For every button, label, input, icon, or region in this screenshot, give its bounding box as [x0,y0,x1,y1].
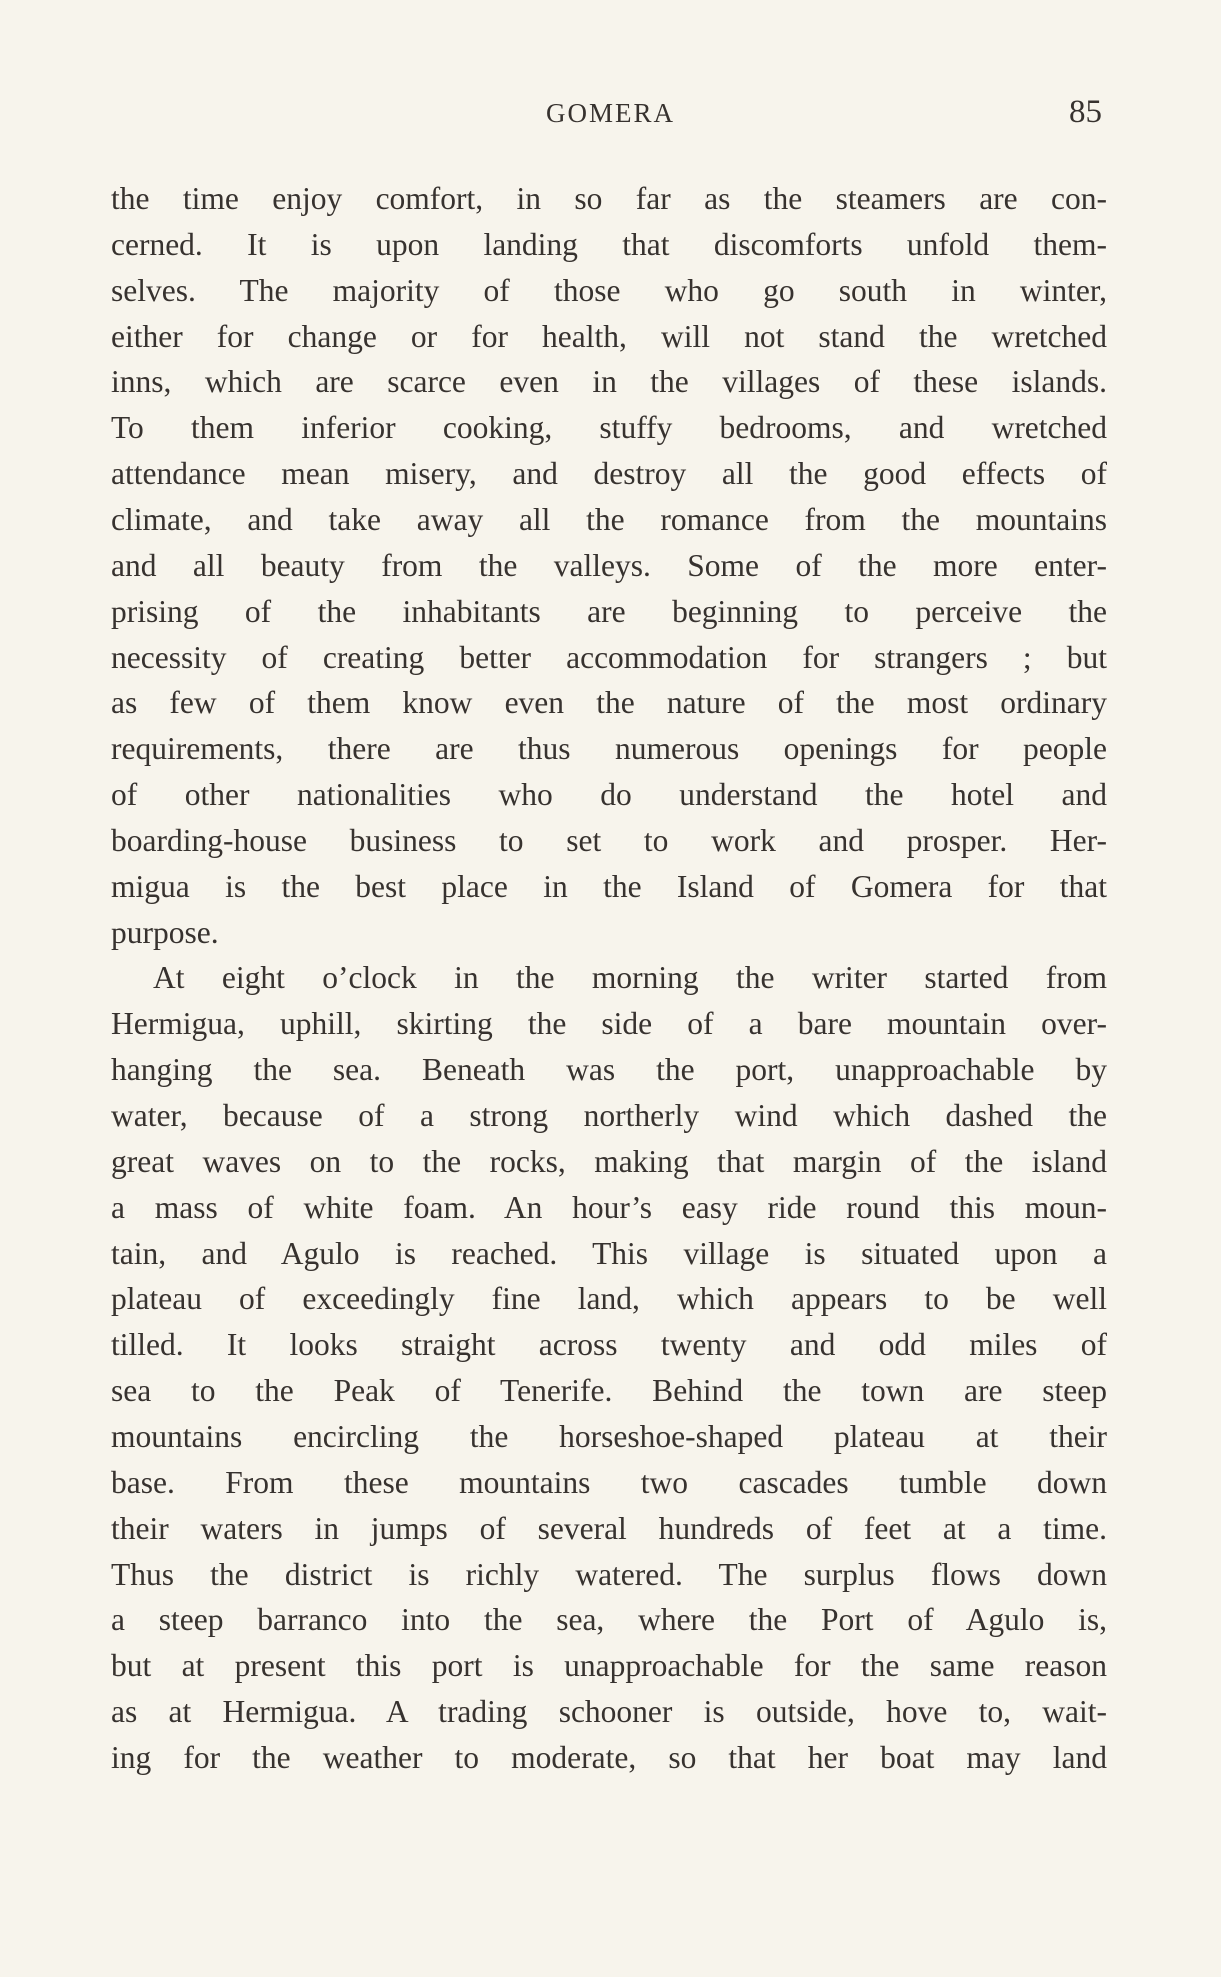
text-line: tilled. It looks straight across twenty and odd miles of [111,1327,1107,1363]
text-line: hanging the sea. Beneath was the port, unapproachable by [111,1052,1107,1088]
text-line: tain, and Agulo is reached. This village is situated upon a [111,1235,1107,1271]
page-number: 85 [1069,94,1102,130]
text-line: great waves on to the rocks, making that margin of the island [111,1143,1107,1179]
text-line: climate, and take away all the romance from the mountains [111,501,1107,537]
text-line: boarding-house business to set to work and prosper. Her- [111,822,1107,858]
text-line: plateau of exceedingly fine land, which appears to be well [111,1281,1107,1317]
text-line: their waters in jumps of several hundreds of feet at a time. [111,1510,1107,1546]
text-line: requirements, there are thus numerous openings for people [111,731,1107,767]
text-line: as few of them know even the nature of the most ordinary [111,685,1107,721]
text-line: base. From these mountains two cascades tumble down [111,1464,1107,1500]
text-line: a mass of white foam. An hour’s easy ride round this moun- [111,1189,1107,1225]
text-line: and all beauty from the valleys. Some of the more enter- [111,547,1107,583]
text-line: of other nationalities who do understand the hotel and [111,777,1107,813]
text-line: but at present this port is unapproachable for the same reason [111,1648,1107,1684]
text-line: selves. The majority of those who go south in winter, [111,272,1107,308]
text-line: sea to the Peak of Tenerife. Behind the town are steep [111,1373,1107,1409]
running-title: GOMERA [545,98,675,128]
text-line: inns, which are scarce even in the villages of these islands. [111,364,1107,400]
text-line: as at Hermigua. A trading schooner is outside, hove to, wait- [111,1694,1107,1730]
text-line: water, because of a strong northerly wind which dashed the [111,1098,1107,1133]
text-line: the time enjoy comfort, in so far as the steamers are con- [111,181,1107,216]
text-line: To them inferior cooking, stuffy bedrooms, and wretched [111,410,1107,446]
text-line: Hermigua, uphill, skirting the side of a bare mountain over- [111,1006,1107,1042]
text-line: Thus the district is richly watered. The surplus flows down [111,1556,1107,1592]
text-line: a steep barranco into the sea, where the Port of Agulo is, [111,1602,1107,1638]
text-line: mountains encircling the horseshoe-shaped plateau at their [111,1418,1107,1454]
text-line: attendance mean misery, and destroy all the good effects of [111,456,1107,492]
text-line: necessity of creating better accommodation for strangers ; but [111,639,1107,675]
text-line: prising of the inhabitants are beginning to perceive the [111,593,1107,629]
text-line: cerned. It is upon landing that discomforts unfold them- [111,226,1107,262]
text-line: purpose. [111,914,219,950]
text-line: At eight o’clock in the morning the writer started from [153,960,1107,996]
text-line: either for change or for health, will not stand the wretched [111,318,1107,354]
text-line: ing for the weather to moderate, so that her boat may land [111,1739,1107,1775]
text-line: migua is the best place in the Island of Gomera for that [111,868,1107,904]
